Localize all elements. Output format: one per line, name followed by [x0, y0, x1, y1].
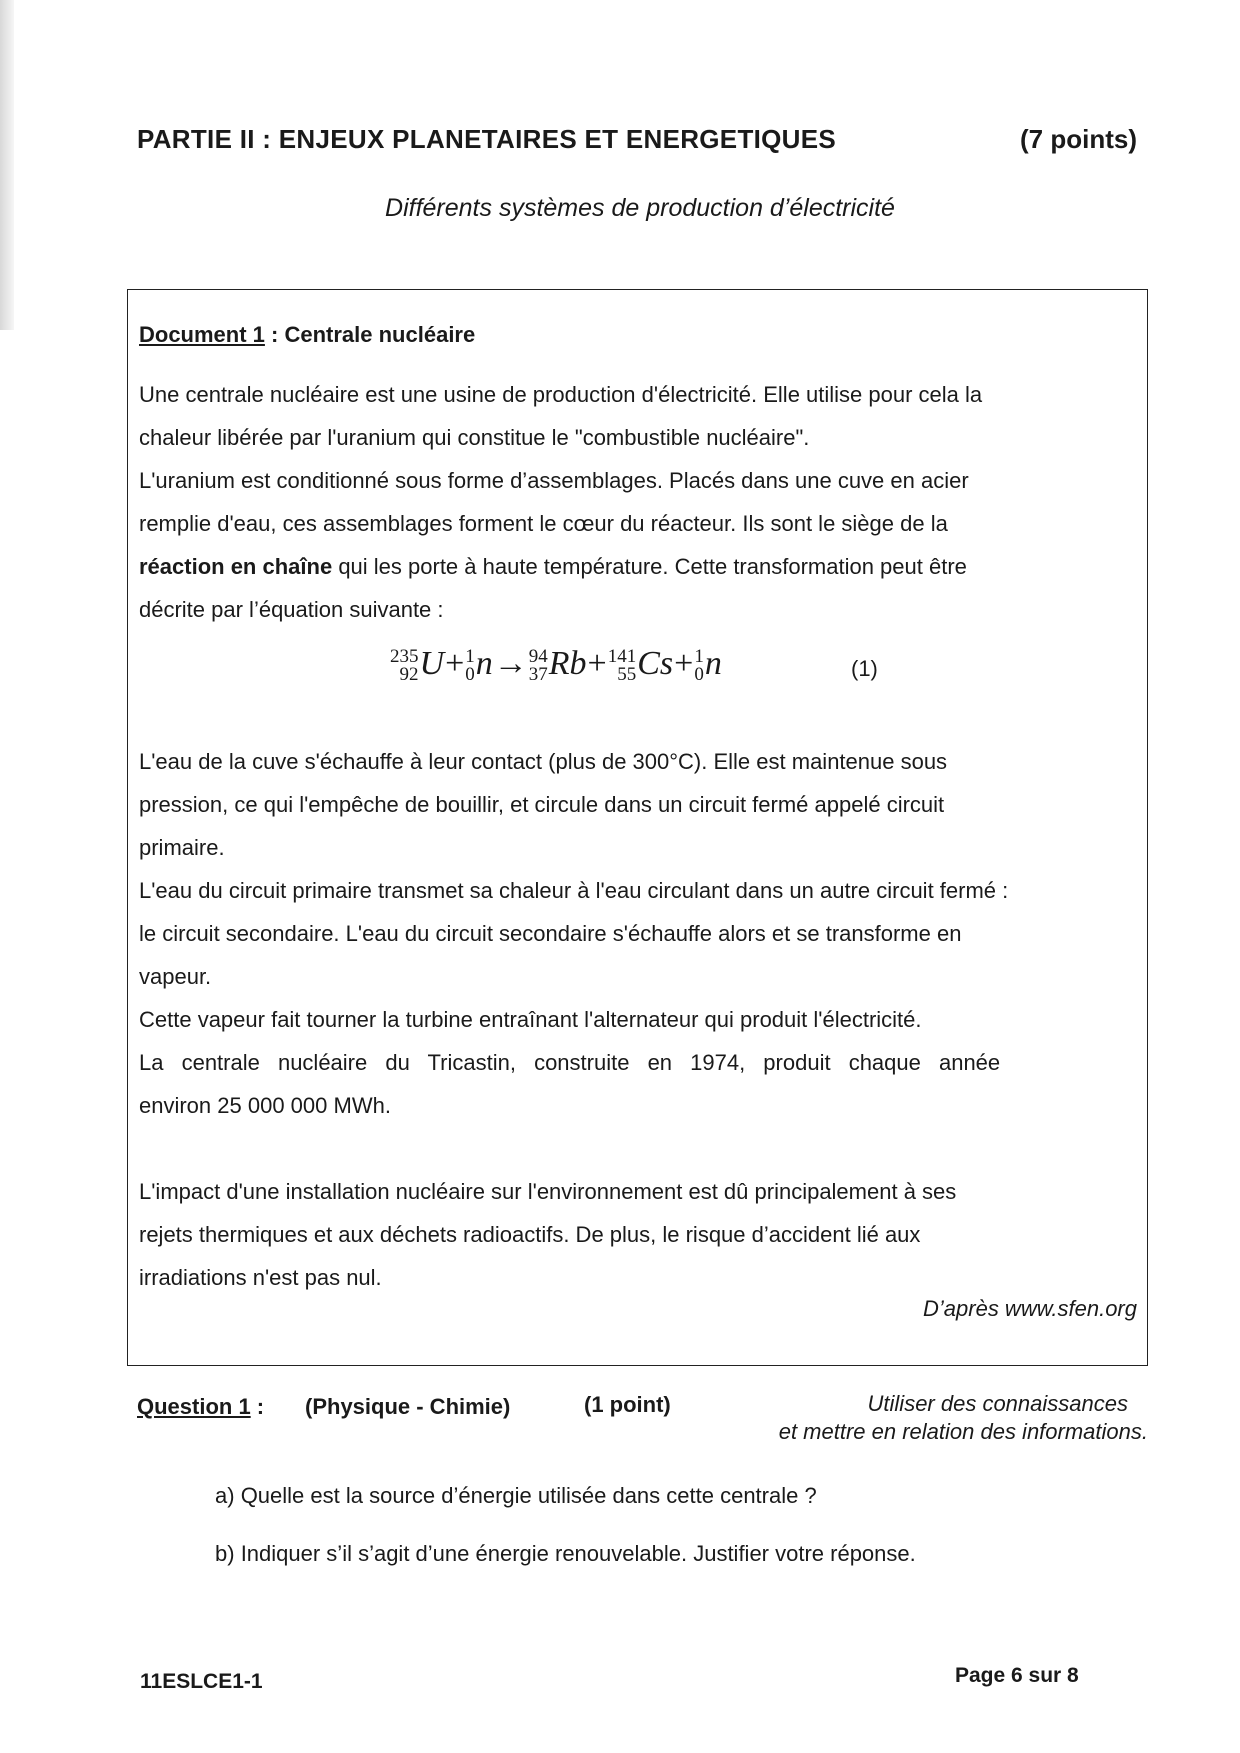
mass-number: 141 — [607, 646, 637, 668]
equation-number: (1) — [851, 656, 878, 681]
question-1-label — [137, 1394, 264, 1420]
element-symbol: n — [475, 645, 493, 682]
mass-number: 94 — [528, 646, 548, 668]
question-label-text: Question 1 — [137, 1394, 251, 1419]
mass-number: 235 — [390, 646, 419, 668]
text-line: environ 25 000 000 MWh. — [139, 1093, 391, 1118]
question-points: (1 point) — [584, 1392, 671, 1417]
neutron-product — [694, 645, 722, 684]
element-symbol: n — [704, 645, 722, 682]
item-label: b) — [215, 1541, 235, 1566]
paragraph-2 — [139, 740, 1137, 1127]
item-text: Indiquer s’il s’agit d’une énergie renouvelable. Justifier votre réponse. — [240, 1541, 916, 1566]
mass-number: 1 — [465, 646, 475, 668]
text-line: primaire. — [139, 835, 225, 860]
text-line: décrite par l’équation suivante : — [139, 597, 444, 622]
element-symbol: Cs — [637, 645, 674, 682]
atomic-number: 55 — [617, 664, 637, 686]
skill-line-2: et mettre en relation des informations. — [778, 1419, 1148, 1444]
text-line-rest: qui les porte à haute température. Cette transformation peut être — [338, 554, 967, 579]
scan-page-edge — [0, 0, 14, 330]
question-1-header — [137, 1390, 1147, 1460]
atomic-number: 0 — [694, 664, 704, 686]
text-line: pression, ce qui l'empêche de bouillir, et circule dans un circuit fermé appelé circuit — [139, 792, 945, 817]
item-text: Quelle est la source d’énergie utilisée dans cette centrale ? — [240, 1483, 817, 1508]
reaction-arrow: → — [493, 645, 528, 682]
bold-phrase: réaction en chaîne — [139, 554, 333, 579]
footer-code: 11ESLCE1-1 — [140, 1670, 263, 1693]
element-symbol: Rb — [548, 645, 587, 682]
text-line: remplie d'eau, ces assemblages forment le cœur du réacteur. Ils sont le siège de la — [139, 511, 948, 536]
text-line: L'uranium est conditionné sous forme d’assemblages. Placés dans une cuve en acier — [139, 468, 969, 493]
plus-sign: + — [674, 645, 694, 682]
text-line: Cette vapeur fait tourner la turbine entraînant l'alternateur qui produit l'électricité. — [139, 1007, 922, 1032]
question-subject: (Physique - Chimie) — [305, 1394, 511, 1419]
text-line: rejets thermiques et aux déchets radioactifs. De plus, le risque d’accident lié aux — [139, 1222, 921, 1247]
text-line: le circuit secondaire. L'eau du circuit secondaire s'échauffe alors et se transforme en — [139, 921, 962, 946]
text-line: chaleur libérée par l'uranium qui constitue le "combustible nucléaire". — [139, 425, 810, 450]
footer-page-number: Page 6 sur 8 — [955, 1664, 1079, 1687]
question-1a — [215, 1483, 817, 1509]
neutron-reactant — [465, 645, 493, 684]
text-line: Une centrale nucléaire est une usine de production d'électricité. Elle utilise pour cela la — [139, 382, 983, 407]
text-line — [139, 545, 1137, 588]
paragraph-1 — [139, 335, 1137, 631]
part-points: (7 points) — [1020, 124, 1137, 154]
question-skill — [779, 1390, 1148, 1446]
subtitle: Différents systèmes de production d’électricité — [385, 194, 895, 222]
plus-sign: + — [445, 645, 465, 682]
question-1b — [215, 1541, 916, 1567]
paragraph-3 — [139, 1170, 1137, 1299]
atomic-number: 92 — [399, 664, 419, 686]
header — [137, 124, 1137, 164]
part-title: PARTIE II : ENJEUX PLANETAIRES ET ENERGETIQUES — [137, 124, 837, 154]
document-1-box — [127, 289, 1148, 1366]
plus-sign: + — [587, 645, 607, 682]
uranium-nuclide — [390, 645, 444, 684]
question-colon: : — [250, 1394, 265, 1419]
nuclear-equation — [390, 645, 890, 715]
skill-line-1: Utiliser des connaissances — [867, 1391, 1128, 1416]
source-citation: D’après www.sfen.org — [923, 1296, 1137, 1321]
atomic-number: 37 — [528, 664, 548, 686]
rubidium-nuclide — [529, 645, 587, 684]
text-line: L'eau du circuit primaire transmet sa chaleur à l'eau circulant dans un autre circuit fermé : — [139, 878, 1009, 903]
text-line: irradiations n'est pas nul. — [139, 1265, 382, 1290]
document-1-label: Document 1 — [139, 322, 265, 347]
cesium-nuclide — [608, 645, 673, 684]
text-line: vapeur. — [139, 964, 212, 989]
atomic-number: 0 — [465, 664, 475, 686]
text-line: La centrale nucléaire du Tricastin, construite en 1974, produit chaque année — [139, 1050, 1001, 1075]
text-line: L'impact d'une installation nucléaire sur l'environnement est dû principalement à ses — [139, 1179, 957, 1204]
document-1-title: : Centrale nucléaire — [264, 322, 476, 347]
element-symbol: U — [419, 645, 445, 682]
text-line: L'eau de la cuve s'échauffe à leur contact (plus de 300°C). Elle est maintenue sous — [139, 749, 948, 774]
mass-number: 1 — [694, 646, 704, 668]
item-label: a) — [215, 1483, 235, 1508]
